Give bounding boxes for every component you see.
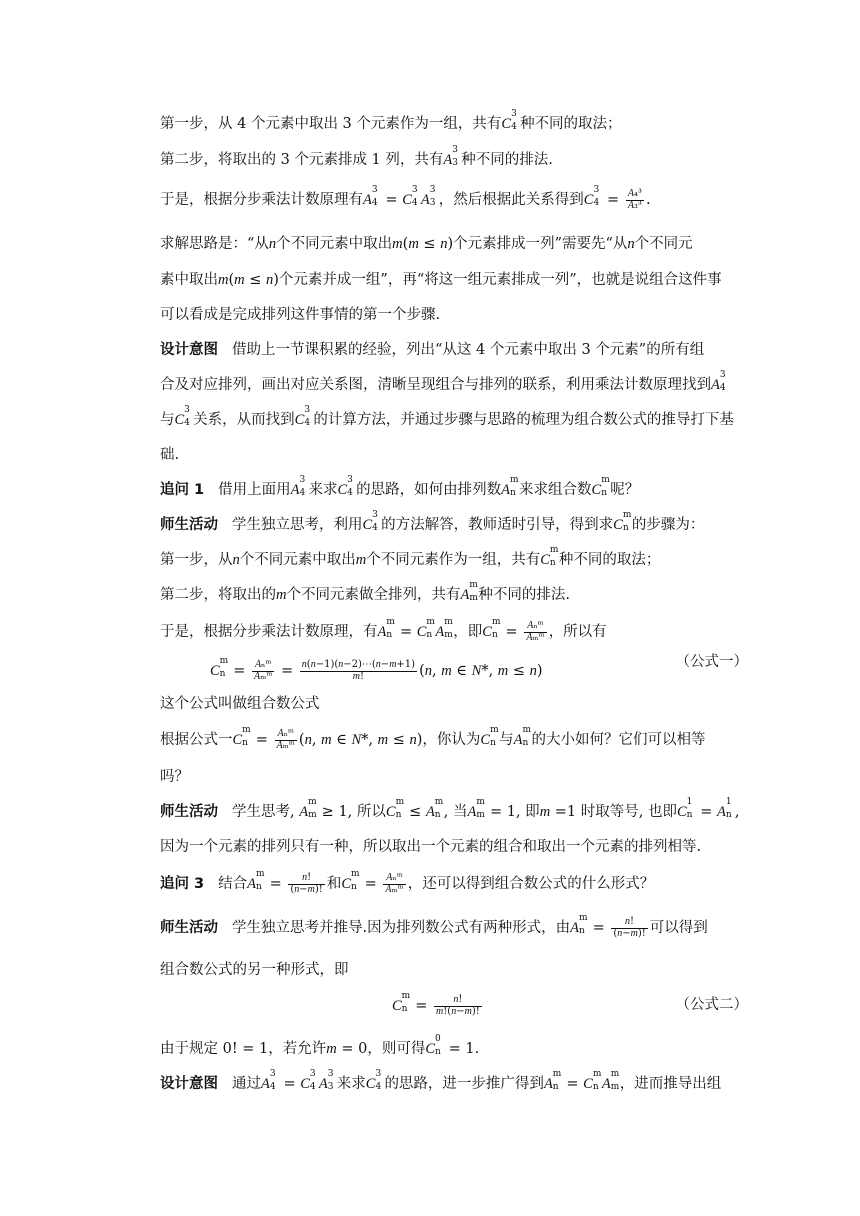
design-intent-1-line4: 础.	[160, 447, 180, 463]
activity-2-line2: 因为一个元素的排列只有一种，所以取出一个元素的组合和取出一个元素的排列相等.	[160, 839, 702, 855]
activity-1: 师生活动 学生独立思考，利用C 3 4 的方法解答，教师适时引导，得到求C m n 的步骤为：	[160, 510, 705, 533]
design-intent-label: 设计意图	[160, 342, 218, 358]
activity-2-line1: 师生活动 学生思考, A m m ≥ 1, 所以C m n ≤ A m n , 当A m m = 1, 即m =1 时取等号, 也即C 1 n = A 1 n ,	[160, 797, 740, 820]
follow-up-question-1: 追问 1 借用上面用A 3 4 来求C 3 4 的思路，如何由排列数A m n 来求组合数C m n 呢？	[160, 475, 640, 498]
paragraph-therefore: 于是，根据分步乘法计数原理有A 3 4 = C 3 4 A 3 3 ，然后根据此关系得到C 3 4 = $\frac{\text{A₄³}}{\text{A₃³}}$ .	[160, 185, 651, 211]
activity-3-line1: 师生活动 学生独立思考并推导.因为排列数公式有两种形式，由A m n = $\frac{n!}{(n-m)!}$ 可以得到	[160, 913, 708, 939]
paragraph-step2: 第二步，将取出的 3 个元素排成 1 列，共有A 3 3 种不同的排法.	[160, 145, 553, 168]
compare-question-2: 吗？	[160, 769, 189, 785]
design-intent-2: 设计意图 通过A 3 4 = C 3 4 A 3 3 来求C 3 4 的思路，进一步推广得到A m n = C m n A m m ，进而推导出组	[160, 1069, 722, 1092]
general-therefore: 于是，根据分步乘法计数原理，有A m n = C m n A m m ，即C m n = $\frac{\text{Aₙᵐ}}{\text{Aₘᵐ}}$ ，所以有	[160, 617, 607, 643]
zero-factorial-note: 由于规定 0! = 1，若允许m = 0，则可得C 0 n = 1.	[160, 1034, 480, 1057]
design-intent-1-line2: 合及对应排列，画出对应关系图，清晰呈现组合与排列的联系，利用乘法计数原理找到A 3 4	[160, 370, 726, 393]
formula-name: 这个公式叫做组合数公式	[160, 696, 320, 712]
paragraph-step1: 第一步，从 4 个元素中取出 3 个元素作为一组，共有C 3 4 种不同的取法；	[160, 109, 622, 132]
design-intent-1-line3: 与C 3 4 关系，从而找到C 3 4 的计算方法，并通过步骤与思路的梳理为组合数公式的推导打下基	[160, 405, 734, 428]
general-step1: 第一步，从n个不同元素中取出m个不同元素作为一组，共有C m n 种不同的取法；	[160, 545, 661, 568]
design-intent-1-line1: 设计意图 借助上一节课积累的经验，列出“从这 4 个元素中取出 3 个元素”的所有组	[160, 342, 705, 358]
formula-one: C m n = $\frac{\text{Aₙᵐ}}{\text{Aₘᵐ}}$ = $\frac{n(n-1)(n-2)\cdots(n-m+1)}{m!}$ (n, m ∈ N*, m ≤ n)	[210, 656, 543, 682]
general-step2: 第二步，将取出的m个不同元素做全排列，共有A m m 种不同的排法.	[160, 580, 570, 603]
follow-up-question-3: 追问 3 结合A m n = $\frac{n!}{(n-m)!}$ 和C m n = $\frac{\text{Aₙᵐ}}{\text{Aₘᵐ}}$ ，还可以得到组合数公式的什么形式？	[160, 869, 655, 895]
formula-two: C m n = $\frac{n!}{m!(n-m)!}$	[392, 991, 480, 1017]
formula-one-tag: （公式一）	[675, 654, 748, 670]
formula-two-tag: （公式二）	[675, 997, 748, 1013]
activity-3-line2: 组合数公式的另一种形式，即	[160, 962, 349, 978]
paragraph-idea-3: 可以看成是完成排列这件事情的第一个步骤.	[160, 307, 441, 323]
compare-question-1: 根据公式一C m n = $\frac{\text{Aₙᵐ}}{\text{Aₘᵐ}}$ (n, m ∈ N*, m ≤ n)，你认为C m n 与A m n 的大小如何？它们可以相等	[160, 725, 706, 751]
paragraph-idea-2: 素中取出m(m ≤ n)个元素并成一组”，再“将这一组元素排成一列”，也就是说组合这件事	[160, 272, 722, 288]
paragraph-idea-1: 求解思路是：“从n个不同元素中取出m(m ≤ n)个元素排成一列”需要先“从n个不同元	[160, 236, 693, 252]
